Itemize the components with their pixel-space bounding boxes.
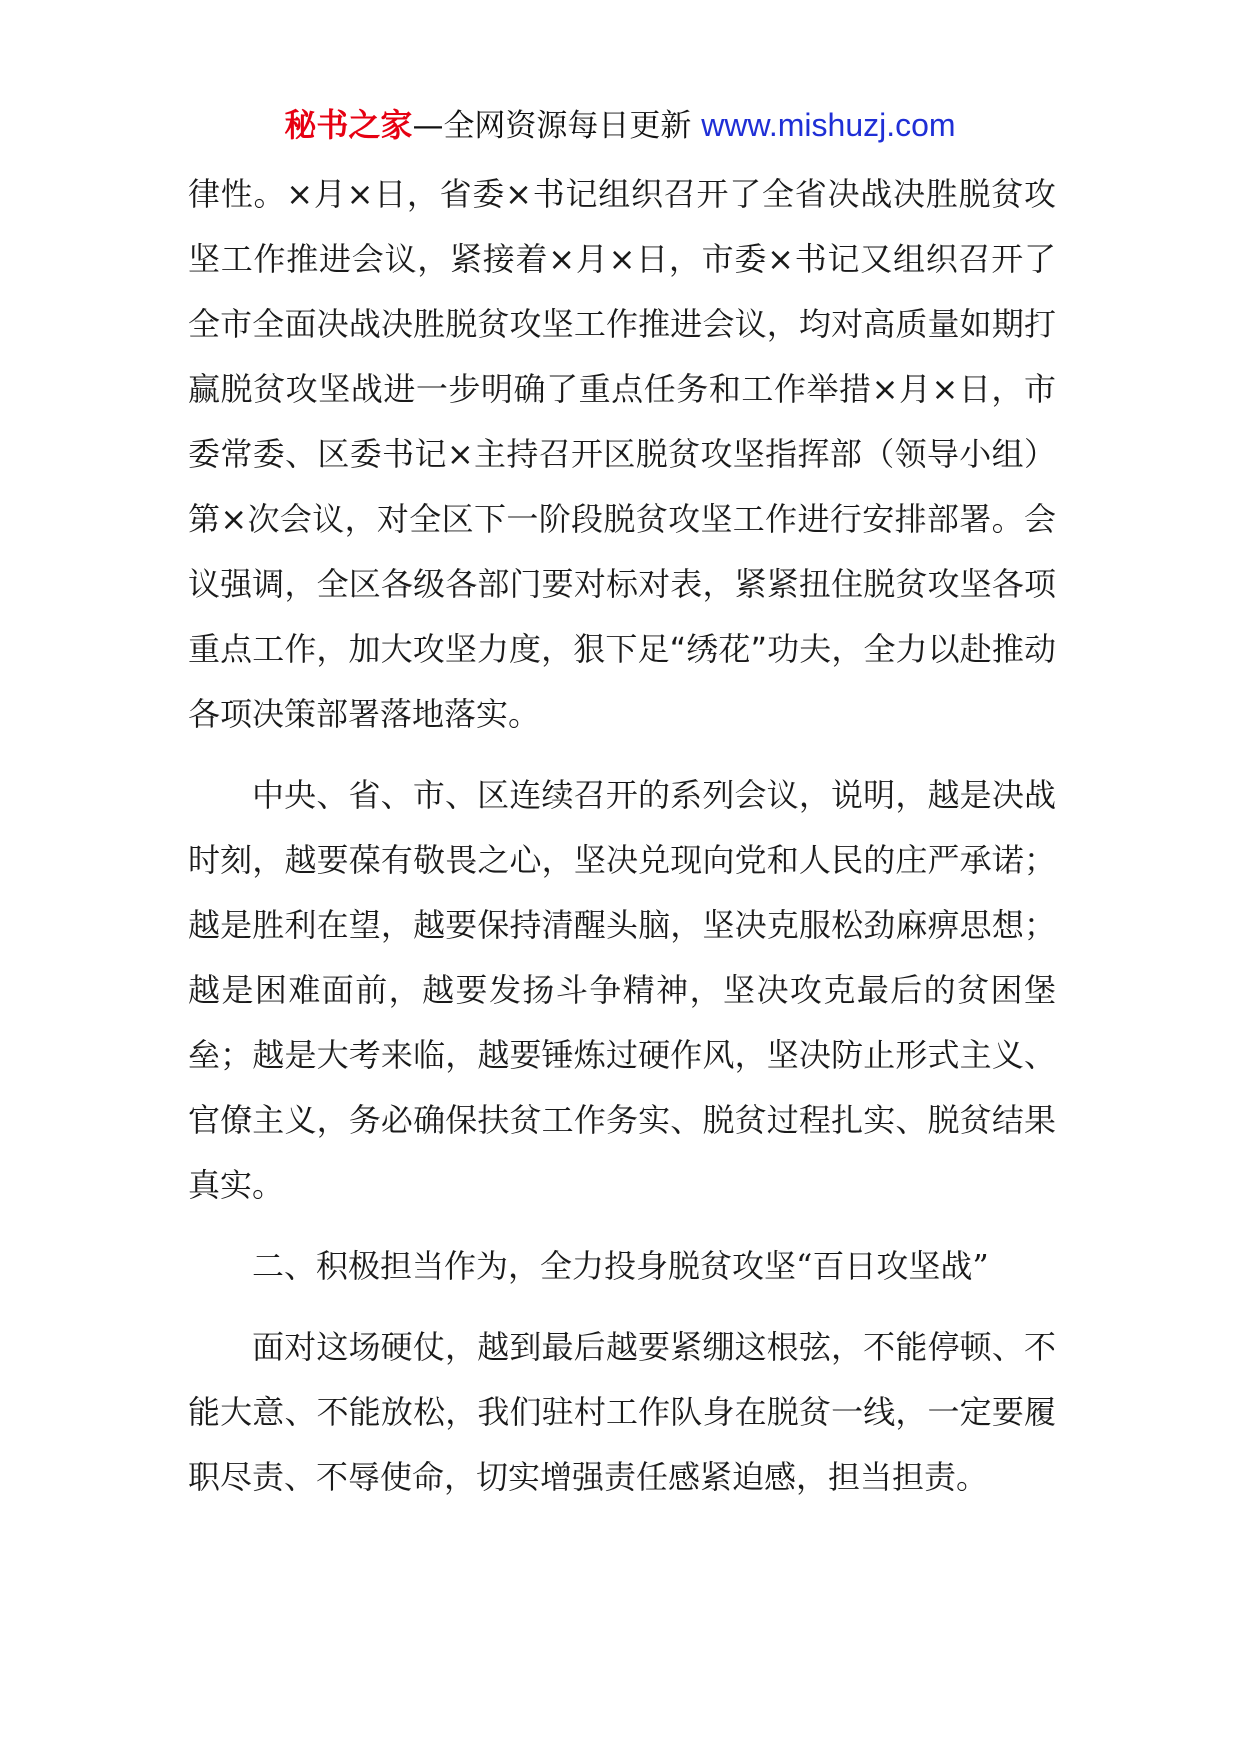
- section-heading: 二、积极担当作为，全力投身脱贫攻坚“百日攻坚战”: [252, 1247, 989, 1285]
- header-tagline: —全网资源每日更新: [412, 108, 692, 144]
- paragraph-continuation: 律性。×月×日，省委×书记组织召开了全省决战决胜脱贫攻坚工作推进会议，紧接着×月×日，市委×书记又组织召开了全市全面决战决胜脱贫攻坚工作推进会议，均对高质量如期打赢脱贫攻坚战进一步明确了重点任务和工作举措×月×日，市委常委、区委书记×主持召开区脱贫攻坚指挥部（领导小组）第×次会议，对全区下一阶段脱贫攻坚工作进行安排部署。会议强调，全区各级各部门要对标对表，紧紧扭住脱贫攻坚各项重点工作，加大攻坚力度，狠下足“绣花”功夫，全力以赴推动各项决策部署落地落实。: [188, 175, 1056, 733]
- document-body: [188, 162, 1056, 1510]
- paragraph-responsibility: 面对这场硬仗，越到最后越要紧绷这根弦，不能停顿、不能大意、不能放松，我们驻村工作队身在脱贫一线，一定要履职尽责、不辱使命，切实增强责任感紧迫感，担当担责。: [188, 1328, 1056, 1496]
- page-header: [0, 104, 1240, 147]
- website-link[interactable]: www.mishuzj.com: [701, 107, 956, 143]
- brand-name: 秘书之家: [284, 106, 413, 144]
- paragraph-meetings-summary: 中央、省、市、区连续召开的系列会议，说明，越是决战时刻，越要葆有敬畏之心，坚决兑现向党和人民的庄严承诺；越是胜利在望，越要保持清醒头脑，坚决克服松劲麻痹思想；越是困难面前，越要发扬斗争精神，坚决攻克最后的贫困堡垒；越是大考来临，越要锤炼过硬作风，坚决防止形式主义、官僚主义，务必确保扶贫工作务实、脱贫过程扎实、脱贫结果真实。: [188, 776, 1056, 1204]
